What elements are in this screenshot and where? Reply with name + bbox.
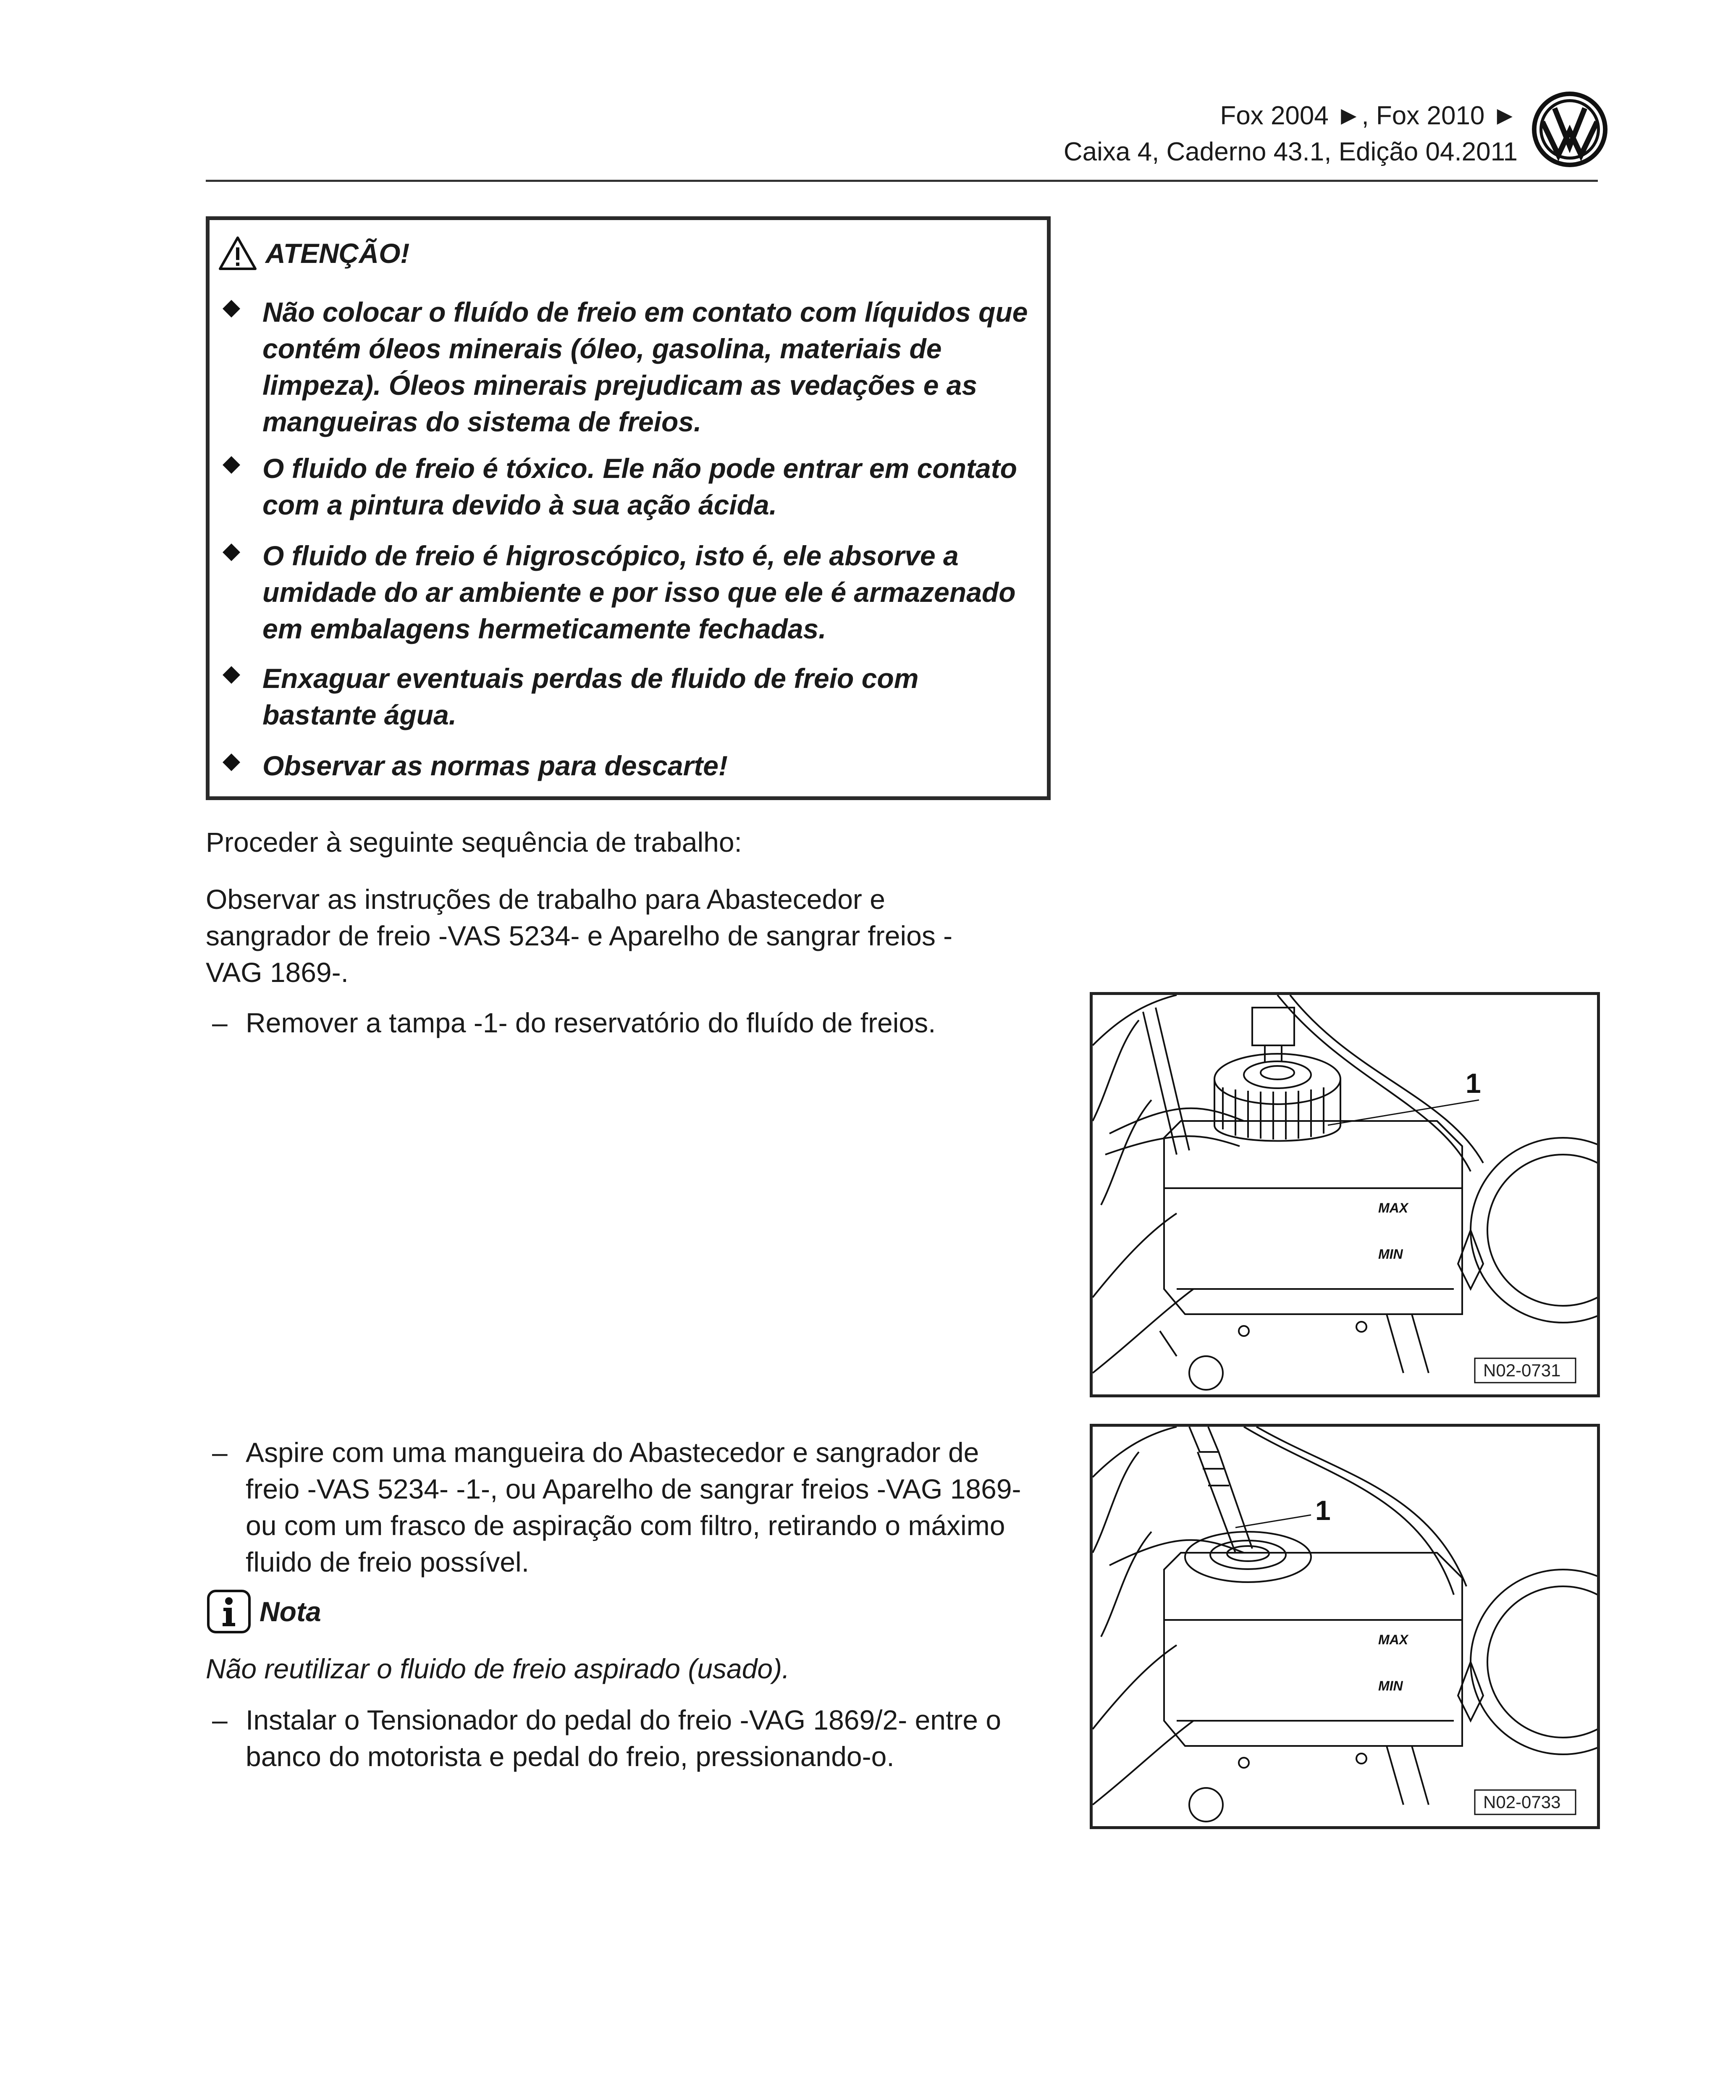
header-models: Fox 2004 ►, Fox 2010 ► [1220,101,1518,130]
step-text: Instalar o Tensionador do pedal do freio -VAG 1869/2- entre o banco do motorista e pedal do freio, pressionando-o. [246,1704,1002,1772]
warning-item [223,748,1033,784]
step-dash: – [212,1007,228,1038]
header-edition: Caixa 4, Caderno 43.1, Edição 04.2011 [1063,137,1518,166]
step-item [206,1702,1046,1775]
figure-fluid-suction [1090,1424,1600,1829]
note-heading [206,1588,321,1635]
warning-item-text: Enxaguar eventuais perdas de fluido de freio com bastante água. [262,663,919,730]
step-dash: – [212,1437,228,1468]
reservoir-cap-illustration [1093,995,1597,1394]
step-dash: – [212,1704,228,1735]
vw-logo-icon [1532,92,1608,167]
diamond-bullet-icon [223,753,240,771]
warning-heading [218,230,409,276]
warning-item [223,450,1033,523]
warning-title: ATENÇÃO! [265,238,410,269]
figure-code: N02-0731 [1483,1360,1561,1380]
step-text: Remover a tampa -1- do reservatório do fluído de freios. [246,1007,936,1038]
info-icon [206,1588,252,1635]
warning-item [223,538,1033,647]
warning-item-text: O fluido de freio é tóxico. Ele não pode entrar em contato com a pintura devido à sua ação ácida. [262,453,1017,520]
min-mark: MIN [1378,1247,1403,1262]
diamond-bullet-icon [223,456,240,474]
header-rule [206,180,1598,182]
warning-item-text: O fluido de freio é higroscópico, isto é, ele absorve a umidade do ar ambiente e por isso que ele é armazenado em embalagens hermeticamente fechadas. [262,540,1016,644]
warning-item [223,660,1033,733]
step-item [206,1005,1046,1041]
step-text: Aspire com uma mangueira do Abastecedor e sangrador de freio -VAS 5234- -1-, ou Aparelho de sangrar freios -VAG 1869- ou com um frasco de aspiração com filtro, retirando o máximo fluido de freio possível. [246,1437,1021,1578]
warning-item-text: Observar as normas para descarte! [262,750,728,781]
diamond-bullet-icon [223,543,240,561]
max-mark: MAX [1378,1632,1408,1647]
note-title: Nota [260,1596,321,1627]
min-mark: MIN [1378,1678,1403,1693]
diamond-bullet-icon [223,666,240,684]
callout-number: 1 [1315,1495,1331,1526]
warning-triangle-icon [218,236,257,271]
warning-item [223,294,1033,440]
warning-item-text: Não colocar o fluído de freio em contato com líquidos que contém óleos minerais (óleo, gasolina, materiais de limpeza). Óleos minerais prejudicam as vedações e as mangueiras do sistema de freios. [262,297,1028,437]
callout-number: 1 [1466,1068,1481,1099]
note-text: Não reutilizar o fluido de freio aspirado (usado). [206,1653,790,1684]
max-mark: MAX [1378,1200,1408,1215]
figure-reservoir-cap [1090,992,1600,1397]
intro-text: Proceder à seguinte sequência de trabalho: [206,827,742,858]
instructions-text: Observar as instruções de trabalho para Abastecedor e sangrador de freio -VAS 5234- e Aparelho de sangrar freios -VAG 1869-. [206,884,953,988]
diamond-bullet-icon [223,300,240,318]
step-item [206,1434,1037,1580]
figure-code: N02-0733 [1483,1792,1561,1812]
fluid-suction-illustration [1093,1427,1597,1826]
